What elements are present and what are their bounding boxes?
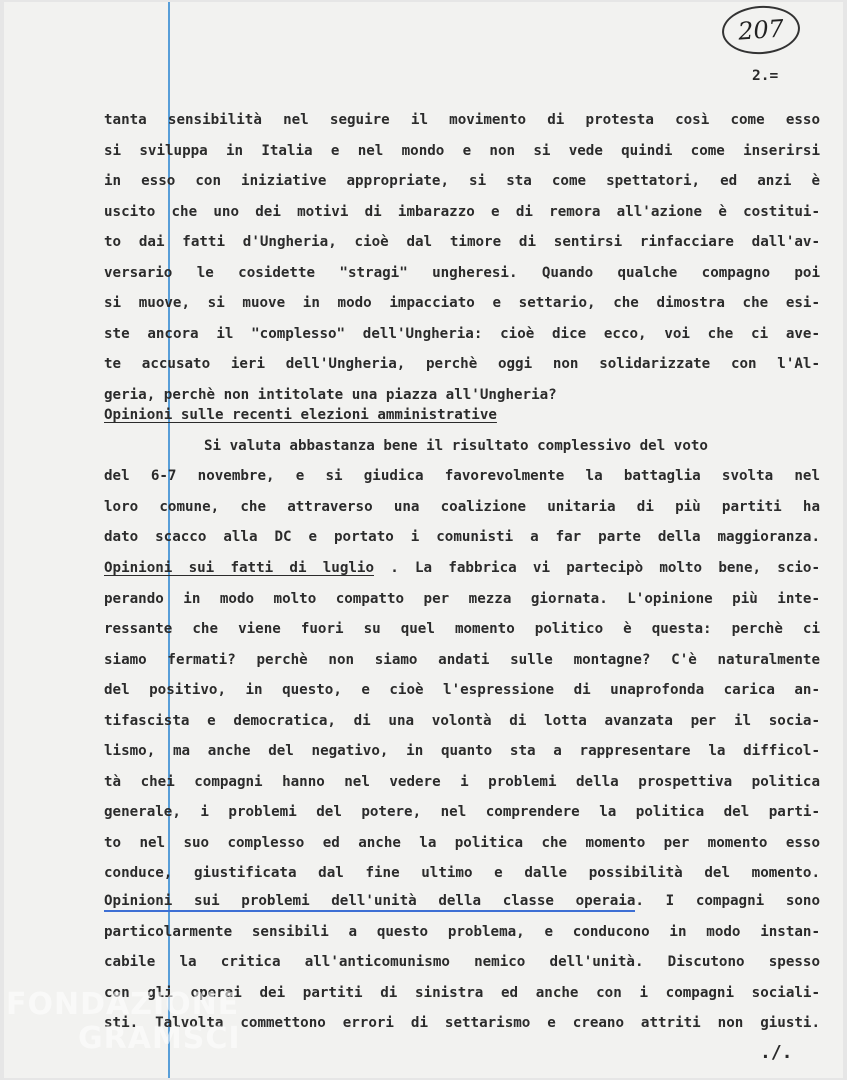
archive-number: 207 (737, 14, 785, 46)
document-page (4, 2, 843, 1078)
text-line: Si valuta abbastanza bene il risultato complessivo del voto (204, 437, 708, 454)
section-elections (104, 400, 820, 553)
text-line: si muove, si muove in modo impacciato e settario, che dimostra che esi- (104, 295, 820, 311)
text-line: ressante che viene fuori su quel momento politico è questa: perchè ci (104, 621, 820, 637)
text-line: to nel suo complesso ed anche la politica che momento per momento esso (104, 834, 820, 851)
text-line: sti. Talvolta commettono errori di settarismo e creano attriti non giusti. (104, 1015, 820, 1031)
text-line: perando in modo molto compatto per mezza giornata. L'opinione più inte- (104, 590, 820, 607)
text-line: conduce, giustificata dal fine ultimo e dalle possibilità del momento. (104, 865, 820, 881)
archive-number-stamp (720, 3, 801, 56)
text-line: versario le cosidette "stragi" ungheresi. Quando qualche compagno poi (104, 264, 820, 281)
watermark-line: GRAMSCI (78, 1021, 241, 1056)
text-line: dato scacco alla DC e portato i comunisti a far parte della maggioranza. (104, 529, 820, 545)
text-line: . La fabbrica vi partecipò molto bene, scio- (373, 560, 820, 576)
text-line: ste ancora il "complesso" dell'Ungheria: cioè dice ecco, voi che ci ave- (104, 325, 820, 342)
paragraph-intro (104, 105, 820, 410)
archive-watermark (6, 988, 241, 1056)
text-line: particolarmente sensibili a questo problema, e conducono in modo instan- (104, 923, 820, 940)
text-line: si sviluppa in Italia e nel mondo e non si vede quindi come inserirsi (104, 142, 820, 159)
text-line: tifascista e democratica, di una volontà di lotta avanzata per il socia- (104, 712, 820, 729)
text-line: cabile la critica all'anticomunismo nemico dell'unità. Discutono spesso (104, 954, 820, 970)
text-line: tà chei compagni hanno nel vedere i problemi della prospettiva politica (104, 773, 820, 790)
page-number: 2.= (752, 68, 779, 84)
text-line: te accusato ieri dell'Ungheria, perchè oggi non solidarizzate con l'Al- (104, 356, 820, 372)
section-july (104, 553, 820, 889)
text-line: uscito che uno dei motivi di imbarazzo e di remora all'azione è costitui- (104, 203, 820, 220)
text-line: del 6-7 novembre, e si giudica favorevolmente la battaglia svolta nel (104, 468, 820, 484)
text-line: lismo, ma anche del negativo, in quanto sta a rappresentare la difficol- (104, 743, 820, 759)
section-heading-elections: Opinioni sulle recenti elezioni amministrative (104, 407, 497, 423)
text-line: generale, i problemi del potere, nel comprendere la politica del parti- (104, 804, 820, 820)
text-line: in esso con iniziative appropriate, si sta come spettatori, ed anzi è (104, 173, 820, 189)
watermark-line: FONDAZIONE (6, 987, 240, 1022)
text-line: siamo fermati? perchè non siamo andati sulle montagne? C'è naturalmente (104, 651, 820, 668)
section-heading-july: Opinioni sui fatti di luglio (104, 560, 374, 576)
text-line: . I compagni sono (635, 893, 820, 909)
continuation-mark: ./. (760, 1042, 793, 1063)
text-line: tanta sensibilità nel seguire il movimento di protesta così come esso (104, 112, 820, 128)
text-line: del positivo, in questo, e cioè l'espressione di unaprofonda carica an- (104, 682, 820, 698)
text-line: con gli operai dei partiti di sinistra ed anche con i compagni sociali- (104, 984, 820, 1001)
section-heading-unity: Opinioni sui problemi dell'unità della classe operaia (104, 893, 635, 912)
text-line: loro comune, che attraverso una coalizione unitaria di più partiti ha (104, 498, 820, 515)
text-line: geria, perchè non intitolate una piazza all'Ungheria? (104, 386, 557, 403)
text-line: to dai fatti d'Ungheria, cioè dal timore di sentirsi rinfacciare dall'av- (104, 234, 820, 250)
